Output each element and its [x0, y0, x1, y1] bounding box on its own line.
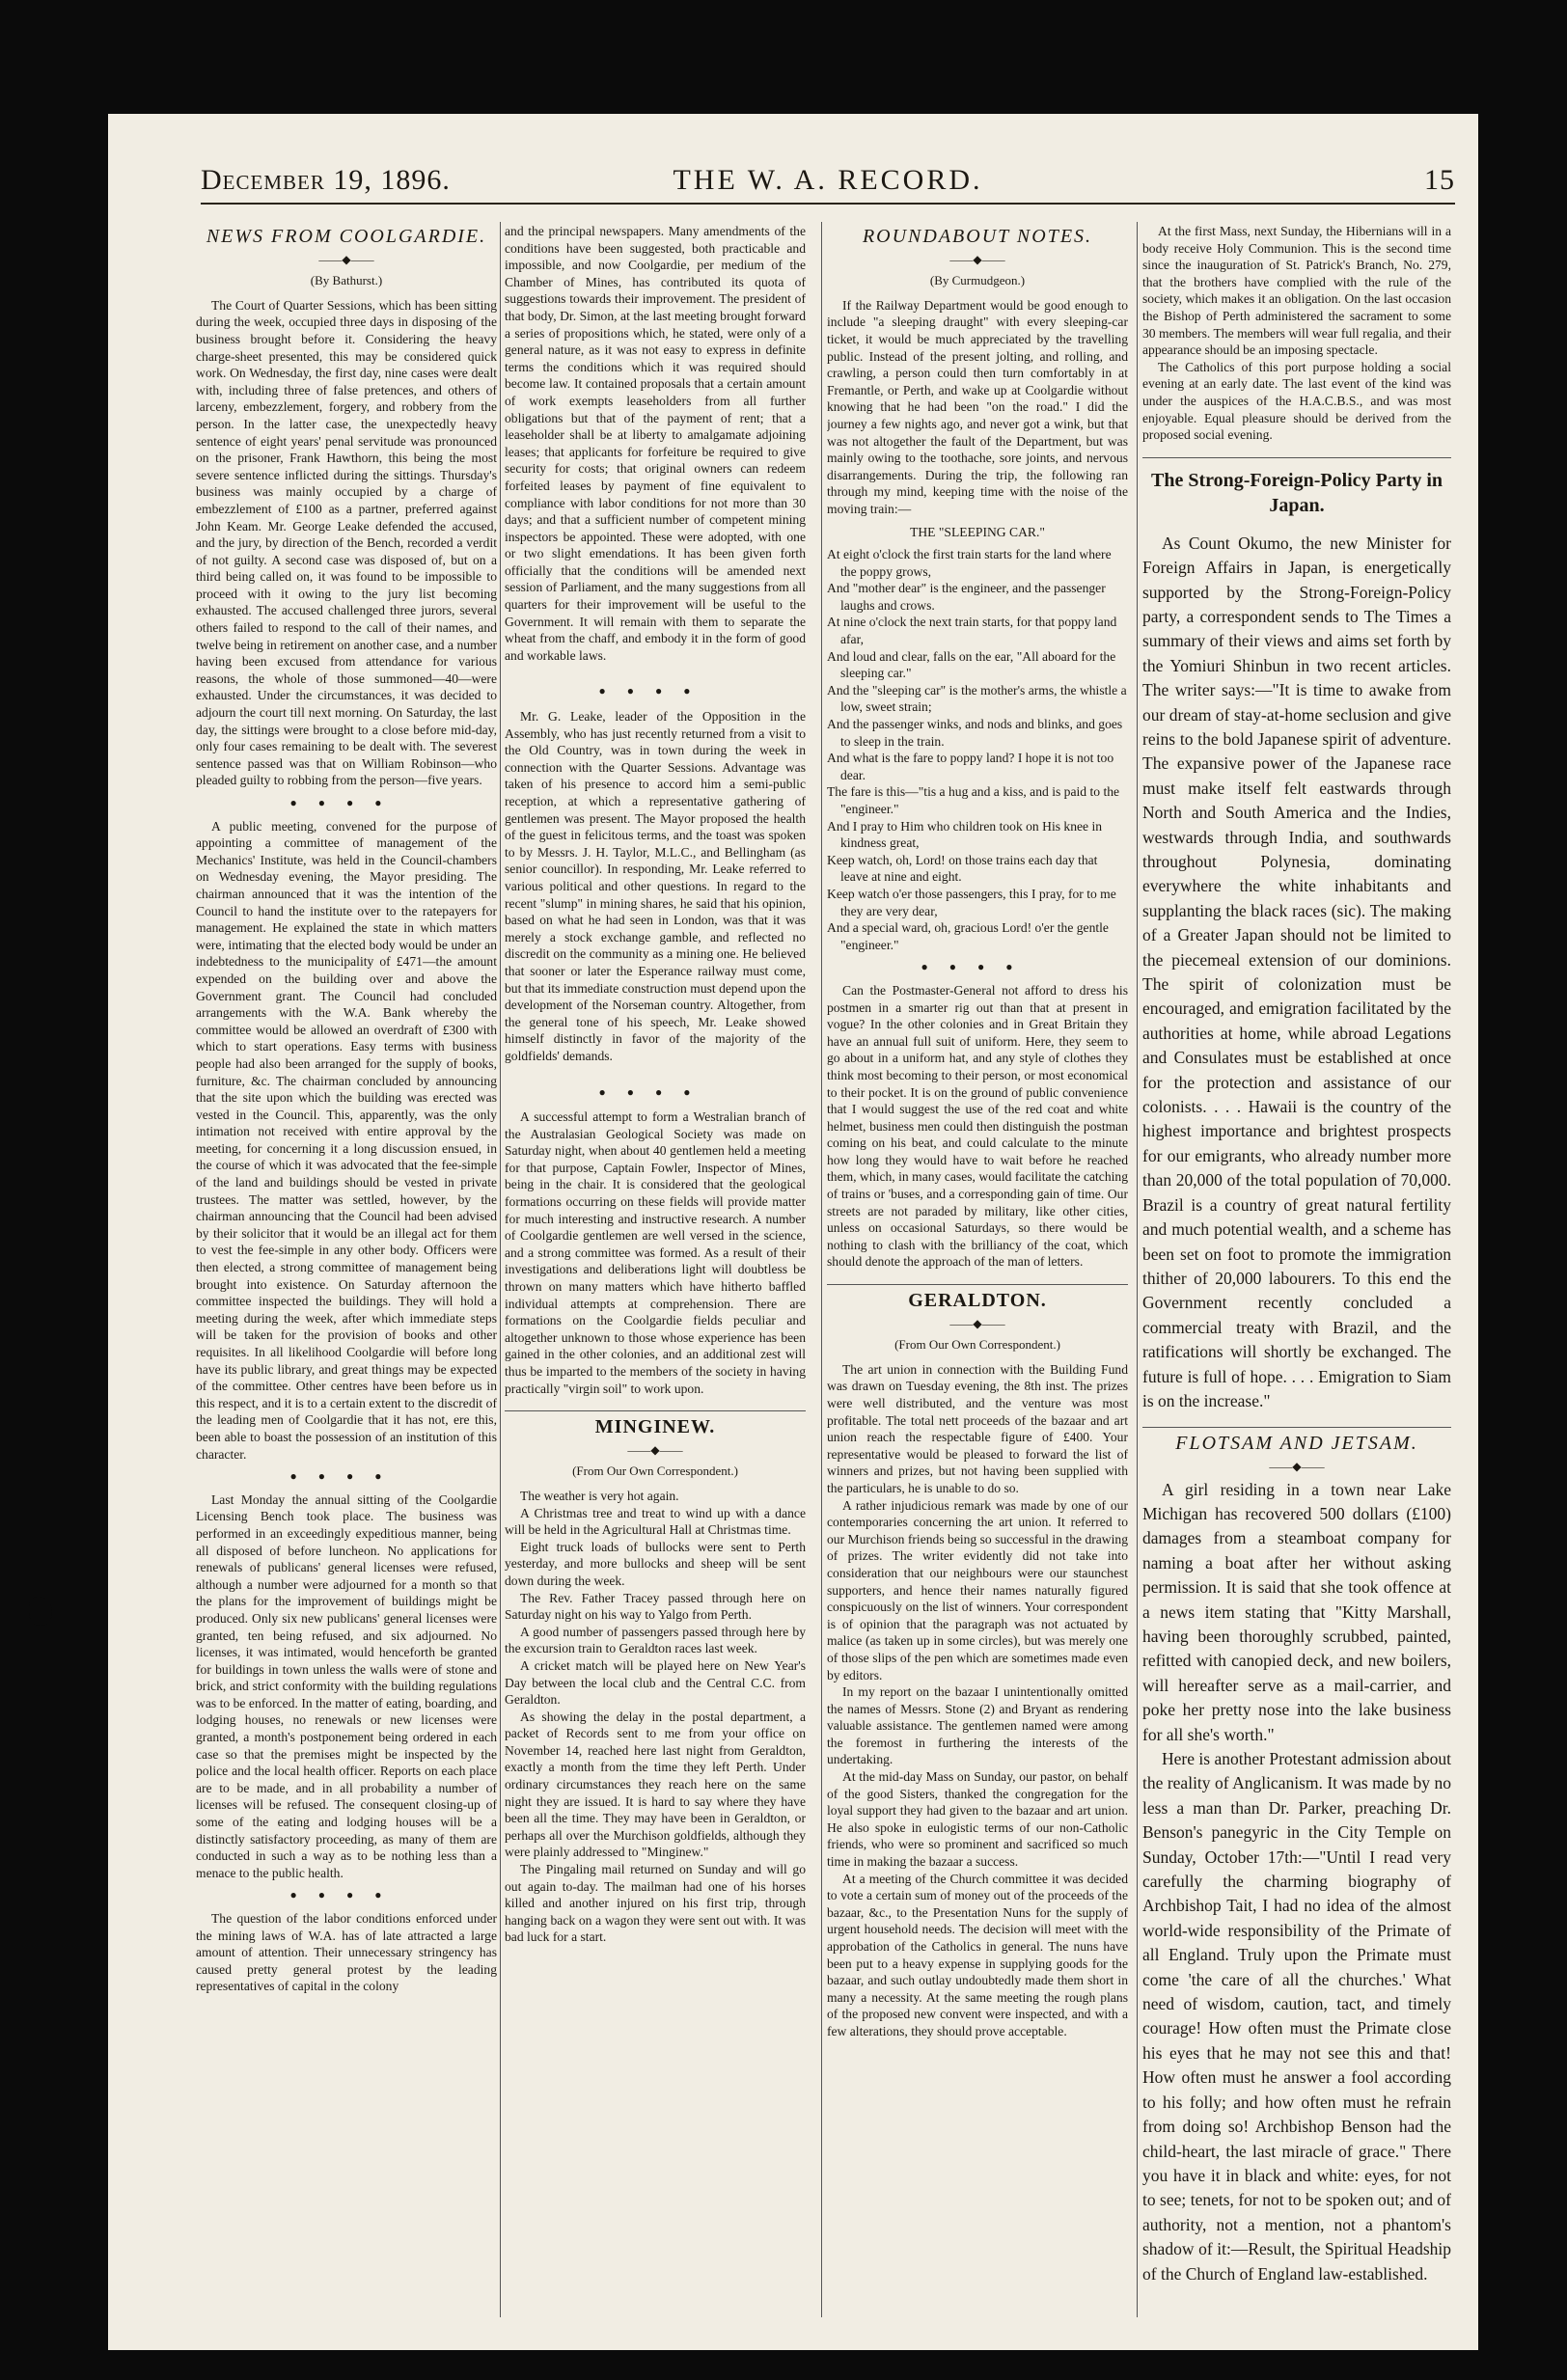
paragraph: A Christmas tree and treat to wind up with a dance will be held in the Agricultural Hall at Christmas time.	[505, 1505, 806, 1538]
verse-line: Keep watch, oh, Lord! on those trains each day that leave at nine and eight.	[827, 852, 1098, 885]
paragraph: The Catholics of this port purpose holding a social evening at an early date. The last event of the kind was under the auspices of the H.A.C.B.S., and was most enjoyable. Equal pleasure should be derived from the proposed social evening.	[1142, 359, 1451, 443]
verse-line: Keep watch o'er those passengers, this I pray, for to me they are very dear,	[827, 886, 1116, 918]
verse-line: The fare is this—"tis a hug and a kiss, and is paid to the "engineer."	[827, 784, 1120, 816]
paragraph: Here is another Protestant admission about the reality of Anglicanism. It was made by no less a man than Dr. Parker, preaching Dr. Benson's panegyric in the City Temple on Sunday, October 17th:—"Until I read very carefully the charming biography of Archbishop Tait, I had no idea of the almost world-wide responsibility of the Primate of all England. Truly upon the Primate must come 'the care of all the churches.' What need of wisdom, caution, tact, and timely courage! How often must the Primate close his eyes that he may not see this and that! How often must he answer a fool according to his folly; and how often must he refrain from doing so! Archbishop Benson had the child-heart, the last miracle of grace." There you have it in black and white: eyes, for not to see; tenets, for not to be spoken out; and of authority, not a mention, not a phantom's shadow of it:—Result, the Spiritual Headship of the Church of England law-established.	[1142, 1749, 1451, 2284]
page-edge-mark	[29, 1597, 52, 1626]
section-break-dots: ●●●●	[289, 796, 403, 809]
verse-line: And the "sleeping car" is the mother's arms, the whistle a low, sweet strain;	[827, 682, 1127, 715]
verse-line: And "mother dear" is the engineer, and the passenger laughs and crows.	[827, 581, 1106, 613]
verse-line: And what is the fare to poppy land? I hope it is not too dear.	[827, 751, 1114, 782]
paragraph: As Count Okumo, the new Minister for Foreign Affairs in Japan, is energetically supported by the Strong-Foreign-Policy party, a correspondent sends to The Times a summary of their views and aims set forth by the Yomiuri Shinbun in two recent articles. The writer says:—"It is time to awake from our dream of stay-at-home seclusion and give reins to the bold Japanese spirit of adventure. The expansive power of the Japanese race must make itself felt eastwards through North and South America and the Indies, westwards through India, and southwards throughout Polynesia, dominating everywhere the white inhabitants and supplanting the black races (sic). The making of a Greater Japan should not be limited to the piecemeal extension of our dominions. The spirit of colonization must be encouraged, and emigration facilitated by the authorities at home, while abroad Legations and Consulates must be established at once for the protection and assistance of our colonists. . . . Hawaii is the country of the highest importance and brightest prospects for our emigrants, who already number more than 20,000 of the total population of 70,000. Brazil is a country of great natural fertility and much potential wealth, and a scheme has been set on foot to promote the immigration thither of 20,000 labourers. To this end the Government recently concluded a commercial treaty with Brazil, and the ratifications will shortly be exchanged. The future is full of hope. . . . Emigration to Siam is on the increase."	[1142, 533, 1451, 1410]
article-byline: (From Our Own Correspondent.)	[572, 1464, 738, 1479]
verse-line: And the passenger winks, and nods and blinks, and goes to sleep in the train.	[827, 717, 1123, 749]
ornament-rule: ——◆——	[949, 252, 1005, 266]
paragraph: and the principal newspapers. Many amendments of the conditions have been suggested, both practicable and impossible, and now Coolgardie, per medium of the Chamber of Mines, has contributed its quota of suggestions towards their improvement. The president of that body, Dr. Simon, at the last meeting brought forward a series of propositions which, he stated, were only of a general nature, as it was not easy to express in definite terms the conditions which it was required should become law. It contained proposals that a certain amount of work exempts leaseholders from all further obligations but that of the payment of rent; that a leaseholder shall be at liberty to amalgamate adjoining leases; that applicants for forfeiture be required to give security for costs; that original owners can redeem forfeited leases by payment of fine equivalent to compliance with labor conditions for not more than 30 days; and that a sufficient number of competent mining inspectors be appointed. These were adopted, with one or two slight emendations. It has been given forth officially that the conditions will be amended next session of Parliament, and the many suggestions from all quarters for their improvement will be useful to the Government. It will remain with them to separate the wheat from the chaff, and embody it in the form of good and workable laws.	[505, 224, 806, 663]
verse-line: At nine o'clock the next train starts, for that poppy land afar,	[827, 615, 1117, 647]
verse-line: And a special ward, oh, gracious Lord! o'er the gentle "engineer."	[827, 920, 1109, 952]
column-rule	[1137, 222, 1138, 2317]
paragraph: In my report on the bazaar I unintentionally omitted the names of Messrs. Stone (2) and Bryant as rendering valuable assistance. The gentlemen named were among the foremost in furthering the interests of the undertaking.	[827, 1684, 1128, 1767]
column-4	[1142, 223, 1451, 2316]
article-byline: (From Our Own Correspondent.)	[894, 1337, 1060, 1353]
paragraph: The art union in connection with the Building Fund was drawn on Tuesday evening, the 8th inst. The prizes were well distributed, and the venture was most profitable. The total nett proceeds of the bazaar and art union reach the respectable figure of £400. Your representative would be pleased to forward the list of winners and prizes, but not having been supplied with the particulars, he is unable to do so.	[827, 1361, 1128, 1495]
page-header	[201, 164, 1455, 205]
paragraph: A girl residing in a town near Lake Michigan has recovered 500 dollars (£100) damages from a steamboat company for naming a boat after her without asking permission. It is said that she took offence at a news item stating that "Kitty Marshall, having been thoroughly scrubbed, painted, refitted with canopied deck, and new boilers, will hereafter serve as a mail-carrier, and poke her pretty nose into the lake business for all she's worth."	[1142, 1479, 1451, 1744]
column-rule	[500, 222, 501, 2317]
ornament-rule: ——◆——	[1269, 1459, 1325, 1473]
page-edge-mark	[35, 1304, 52, 1329]
masthead: THE W. A. RECORD.	[673, 164, 983, 196]
paragraph: The question of the labor conditions enforced under the mining laws of W.A. has of late attracted a large amount of attention. Their unnecessary stringency has caused pretty general protest by the leading representatives of capital in the colony	[196, 1911, 497, 1994]
paragraph: If the Railway Department would be good enough to include "a sleeping draught" with every sleeping-car ticket, it would be much appreciated by the travelling public. Instead of the present jolting, and rolling, and crawling, a person could then turn comfortably in at Fremantle, or Perth, and wake up at Coolgardie without knowing that he had been "on the road." I did the journey a few nights ago, and never got a wink, but that was not altogether the fault of the Department, but was mainly owing to the toothache, sore joints, and nervous disarrangements. During the trip, the following ran through my mind, keeping time with the noise of the moving train:—	[827, 297, 1128, 516]
verse-line: And I pray to Him who children took on His knee in kindness great,	[827, 818, 1103, 851]
paragraph: Can the Postmaster-General not afford to dress his postmen in a smarter rig out than that at present in vogue? In the other colonies and in Great Britain they have an annual full suit of uniform. Here, they seem to go about in a uniform hat, and any style of clothes they think most becoming to their person, or most economical to their pocket. It is on the ground of public convenience that I would suggest the use of the red coat and white helmet, business men could then distinguish the postman coming on his beat, and could calculate to the minute how long they would have to wait before he reached them, which, in many cases, would facilitate the catching of trains or 'buses, and a corresponding gain of time. Our streets are not paraded by military, like other cities, unless on occasional Saturdays, so there would be nothing to clash with the brilliancy of the coat, which should denote the approach of the man of letters.	[827, 982, 1128, 1270]
verse-line: And loud and clear, falls on the ear, "All aboard for the sleeping car."	[827, 648, 1116, 681]
section-break-dots: ●●●●	[598, 1084, 712, 1099]
ornament-rule: ——◆——	[627, 1442, 683, 1457]
section-break-dots: ●●●●	[289, 1469, 403, 1484]
column-divider	[505, 1410, 806, 1411]
article-title: FLOTSAM AND JETSAM.	[1175, 1433, 1418, 1455]
paragraph: At a meeting of the Church committee it was decided to vote a certain sum of money out of the proceeds of the bazaar, &c., to the Presentation Nuns for the supply of urgent household needs. The decision will meet with the approbation of the Catholics in general. The nuns have been put to a heavy expense in supplying goods for the bazaar, and such outlay undoubtedly made them short in many a necessity. At the same meeting the rough plans of the proposed new convent were inspected, and with a few alterations, they should prove acceptable.	[827, 1871, 1128, 2038]
section-break-dots: ●●●●	[921, 960, 1034, 974]
article-body	[1142, 1478, 1451, 2286]
column-divider	[1142, 1427, 1451, 1428]
ornament-rule: ——◆——	[318, 252, 374, 266]
column-rule	[821, 222, 822, 2317]
paragraph: Eight truck loads of bullocks were sent to Perth yesterday, and more bullocks and sheep will be sent down during the week.	[505, 1539, 806, 1588]
paragraph: Mr. G. Leake, leader of the Opposition in the Assembly, who has just recently returned from a visit to the Old Country, was in town during the week in connection with the Quarter Sessions. Advantage was taken of his presence to accord him a semi-public reception, at which a representative gathering of gentlemen was present. The Mayor proposed the health of the guest in felicitous terms, and the toast was spoken to by Messrs. J. H. Taylor, M.L.C., and Bellingham (as senior councillor). In responding, Mr. Leake referred to various political and other questions. In regard to the recent "slump" in mining shares, he said that his opinion, based on what he had seen in London, was that it was merely a stock exchange gamble, and reflected no discredit on the community as a mining one. He believed that sooner or later the Esperance railway must come, but that its immediate construction must depend upon the development of the Norseman country. Altogether, from the general tone of his speech, Mr. Leake showed himself distinctly in favor of the majority of the goldfields' demands.	[505, 709, 806, 1063]
paragraph: The Court of Quarter Sessions, which has been sitting during the week, occupied three days in disposing of the business brought before it. Considering the heavy charge-sheet presented, this may be considered quick work. On Wednesday, the first day, nine cases were dealt with, including three of false pretences, and others of larceny, embezzlement, forgery, and robbery from the person. In the latter case, the unexpectedly heavy sentence of eight years' penal servitude was pronounced on the prisoner, Frank Hawthorn, this being the most severe sentence inflicted during the sittings. Thursday's business was mainly occupied by a charge of embezzlement of £100 as a partner, preferred against John Keam. Mr. George Leake defended the accused, and the jury, by direction of the Bench, recorded a verdit of not guilty. A second case was disposed of, but on a third being called on, it was found to be impossible to proceed with it owing to the jury list becoming exhausted. The accused challenged three jurors, several others failed to respond to the call of their names, and twelve being in retirement on another case, and a number having been excused from attendance for various reasons, the whole of those summoned—40—were exhausted. Under the circumstances, it was decided to adjourn the court till next morning. On Saturday, the last day, the sittings were brought to a close before mid-day, only four cases remaining to be dealt with. The severest sentence passed was that on William Robinson—who pleaded guilty to robbing from the person—five years.	[196, 297, 497, 788]
paragraph: A cricket match will be played here on New Year's Day between the local club and the Central C.C. from Geraldton.	[505, 1657, 806, 1708]
section-break-dots: ●●●●	[289, 1888, 403, 1902]
article-byline: (By Bathurst.)	[310, 273, 383, 288]
page-number: 15	[1424, 164, 1455, 196]
article-body	[1142, 532, 1451, 1414]
paragraph: A successful attempt to form a Westralian branch of the Australasian Geological Society was made on Saturday night, when about 40 gentlemen held a meeting for that purpose, Captain Fowler, Inspector of Mines, being in the chair. It is considered that the geological formations occurring on these fields will provide matter for much interesting and instructive research. A number of Coolgardie gentlemen are well versed in the science, and a strong committee was formed. As a result of their investigations and deliberations light will doubtless be thrown on many matters which have hitherto baffled individual attempts at comprehension. There are formations on the Coolgardie fields peculiar and altogether unknown to those whose experience has been gained in the other colonies, and an additional zest will thus be imparted to the members of the society in having practically "virgin soil" to work upon.	[505, 1109, 806, 1396]
paragraph: The Pingaling mail returned on Sunday and will go out again to-day. The mailman had one of his horses killed and another injured on his first trip, through hanging back on a wagon they were sent out with. It was bad luck for a start.	[505, 1862, 806, 1945]
poem-title: THE "SLEEPING CAR."	[910, 524, 1045, 539]
column-1	[196, 223, 497, 2316]
article-title: MINGINEW.	[594, 1416, 716, 1438]
paragraph: The Rev. Father Tracey passed through here on Saturday night on his way to Yalgo from Perth.	[505, 1590, 806, 1623]
verse-line: At eight o'clock the first train starts for the land where the poppy grows,	[827, 547, 1112, 579]
article-title: ROUNDABOUT NOTES.	[862, 226, 1093, 247]
article-title: The Strong-Foreign-Policy Party in Japan.	[1150, 469, 1443, 516]
paragraph: A public meeting, convened for the purpose of appointing a committee of management of the Mechanics' Institute, was held in the Council-chambers on Wednesday evening, the Mayor presiding. The chairman announced that it was the intention of the Council to hand the institute over to the ratepayers for management. He explained the state in which matters were, intimating that the elected body would be under an indebtedness to the municipality of £471—the amount expended on the building over and above the Government grant. The Council had concluded arrangements with the W.A. Bank whereby the committee would be allowed an overdraft of £300 with which to start operations. Easy terms with business people had also been arranged for the supply of books, furniture, &c. The chairman concluded by announcing that the site upon which the building was erected was vested in the Council. This, apparently, was the only intimation not received with entire approval by the meeting, for concerning it a long discussion ensued, in the course of which it was advocated that the fee-simple of the land and buildings should be vested in private trustees. The matter was settled, however, by the chairman announcing that the Council had been advised by their solicitor that it would be an illegal act for them to vest the fee-simple in any other body. Officers were then elected, a strong committee of management being brought into existence. On Saturday afternoon the committee inspected the buildings. They will hold a meeting during the week, after which immediate steps will be taken for the provision of books and other requisites. In all likelihood Coolgardie will before long have its public library, and great things may be expected of the committee. Other centres have been before us in this respect, and it is to a certain extent to the discredit of the leading men of Coolgardie that it has not, ere this, been able to boast the possession of an institution of this character.	[196, 818, 497, 1462]
ornament-rule: ——◆——	[949, 1316, 1005, 1330]
paragraph: As showing the delay in the postal department, a packet of Records sent to me from your office on November 14, reached here last night from Geraldton, exactly a month from the time they left Perth. Under ordinary circumstances they reach here on the same night they are issued. It is hard to say where they have been all the time. They may have been in Geraldton, or perhaps all over the Murchison goldfields, although they were plainly addressed to "Minginew."	[505, 1709, 806, 1860]
article-title: GERALDTON.	[908, 1290, 1047, 1312]
column-divider	[827, 1284, 1128, 1285]
paragraph: At the mid-day Mass on Sunday, our pastor, on behalf of the good Sisters, thanked the congregation for the loyal support they had given to the bazaar and art union. He also spoke in eulogistic terms of our non-Catholic friends, who were so prominent and sacrificed so much time in making the bazaar a success.	[827, 1769, 1128, 1870]
article-byline: (By Curmudgeon.)	[929, 273, 1026, 288]
column-divider	[1142, 457, 1451, 458]
newspaper-page	[108, 114, 1478, 2350]
paragraph: The weather is very hot again.	[520, 1488, 679, 1503]
paragraph: A rather injudicious remark was made by one of our contemporaries concerning the art union. It referred to our Murchison friends being so successful in the drawing of prizes. The writer evidently did not take into consideration that our neighbours were our staunchest supporters, and hence their names naturally figured conspicuously on the list of winners. Your correspondent is of opinion that the paragraph was not actuated by malice (as taken up in some circles), but was merely one of those slips of the pen which are sometimes made even by editors.	[827, 1497, 1128, 1682]
column-3	[827, 223, 1128, 2316]
paragraph: A good number of passengers passed through here by the excursion train to Geraldton races last week.	[505, 1624, 806, 1656]
column-2	[505, 223, 806, 2316]
section-break-dots: ●●●●	[598, 684, 712, 698]
article-title: NEWS FROM COOLGARDIE.	[206, 226, 487, 247]
paragraph: Last Monday the annual sitting of the Coolgardie Licensing Bench took place. The business was performed in an exceedingly expeditious manner, being all disposed of before luncheon. No applications for renewals of publicans' general licenses were refused, although a number were adjourned for a month so that the plans for the improvement of buildings might be produced. Only six new publicans' general licenses were granted, ten being refused, and six adjourned. No licenses, it was intimated, would henceforth be granted for buildings in town unless the walls were of stone and brick, and strict conformity with the building regulations was to be enforced. In the matter of eating, boarding, and lodging houses, no renewals or new licenses were granted, a month's postponement being ordered in each case so that the premises might be inspected by the police and the local health officer. Reports on each place are to be made, and in all probability a number of licenses will be refused. The consequent closing-up of some of the eating and lodging houses will be a distinctly satisfactory proceeding, as many of them are conducted in such a way as to be nothing less than a menace to the public health.	[196, 1491, 497, 1880]
paragraph: At the first Mass, next Sunday, the Hibernians will in a body receive Holy Communion. This is the second time since the inauguration of St. Patrick's Branch, No. 279, that the brothers have complied with the rule of the society, which makes it an obligation. On the last occasion the Bishop of Perth administered the sacrament to some 30 members. The members will wear full regalia, and their appearance should be an imposing spectacle.	[1142, 224, 1451, 358]
issue-date: December 19, 1896.	[201, 164, 451, 196]
